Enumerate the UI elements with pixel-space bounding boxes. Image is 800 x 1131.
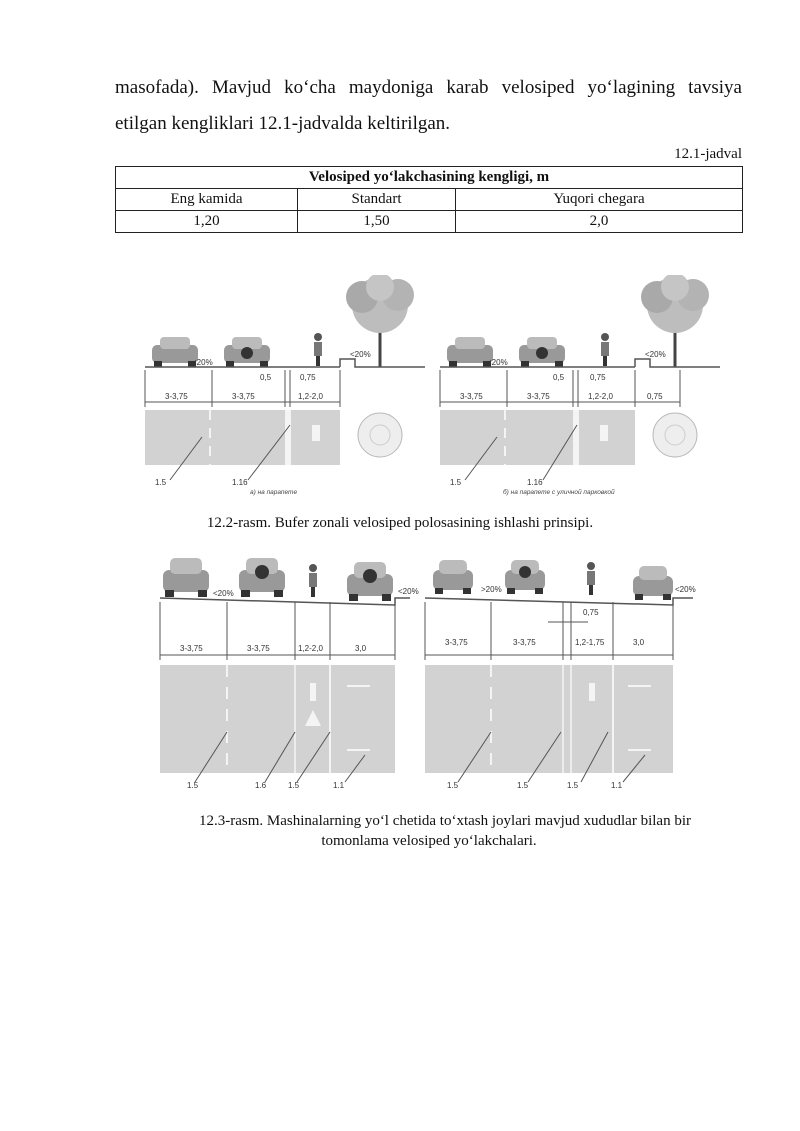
lane-width-label: 3-3,75 xyxy=(247,644,270,653)
cyclist-icon xyxy=(601,333,609,366)
slope-label: >20% xyxy=(481,585,502,594)
figure-12-3-diagram xyxy=(155,550,715,795)
buffer-width-label: 0,75 xyxy=(300,373,316,382)
slope-label: <20% xyxy=(192,358,213,367)
marking-label: 1.5 xyxy=(447,781,459,790)
marking-label: 1.1 xyxy=(611,781,623,790)
figure-12-2-left-panel xyxy=(145,275,425,496)
table-cell-min: 1,20 xyxy=(116,211,298,233)
cyclist-icon xyxy=(309,564,317,597)
lane-width-label: 3-3,75 xyxy=(165,392,188,401)
table-header-max: Yuqori chegara xyxy=(456,189,743,211)
figure-12-3-right-panel xyxy=(425,560,696,790)
figure-12-2-caption: 12.2-rasm. Bufer zonali velosiped polosasining ishlashi prinsipi. xyxy=(206,515,594,531)
car-icon xyxy=(163,558,209,597)
car-icon xyxy=(505,560,545,594)
width-table xyxy=(115,166,743,233)
lane-width-label: 3-3,75 xyxy=(460,392,483,401)
marking-label: 1.5 xyxy=(155,478,167,487)
cyclist-icon xyxy=(314,333,322,366)
marking-label: 1.6 xyxy=(255,781,267,790)
table-header-standard: Standart xyxy=(298,189,456,211)
subcaption-a: а) на парапете xyxy=(250,489,298,496)
slope-label: <20% xyxy=(213,589,234,598)
figure-12-3-caption-line-2: tomonlama velosiped yo‘lakchalari. xyxy=(321,833,537,849)
slope-label: <20% xyxy=(645,350,666,359)
tree-canopy-icon xyxy=(653,413,697,457)
road-plan-view xyxy=(425,665,673,773)
figure-12-3-caption-line-1: 12.3-rasm. Mashinalarning yo‘l chetida to‘xtash joylari mavjud xududlar bilan bir xyxy=(199,813,691,829)
marking-label: 1.1 xyxy=(333,781,345,790)
table-header-min: Eng kamida xyxy=(116,189,298,211)
figure-12-2-diagram xyxy=(140,275,720,500)
buffer-width-label: 0,5 xyxy=(260,373,272,382)
marking-label: 1.5 xyxy=(567,781,579,790)
figure-12-2-right-panel xyxy=(440,275,720,496)
table-cell-standard: 1,50 xyxy=(298,211,456,233)
bike-lane-width-label: 1,2-2,0 xyxy=(298,644,323,653)
table-title: Velosiped yo‘lakchasining kengligi, m xyxy=(116,167,743,189)
lane-width-label: 3-3,75 xyxy=(445,638,468,647)
lane-width-label: 3-3,75 xyxy=(180,644,203,653)
subcaption-b: б) на парапете с уличной парковкой xyxy=(503,489,615,496)
paragraph-line-1: masofada). Mavjud ko‘cha maydoniga karab velosiped yo‘lagining tavsiya xyxy=(115,77,742,98)
marking-label: 1.5 xyxy=(187,781,199,790)
cyclist-icon xyxy=(587,562,595,595)
lane-width-label: 3-3,75 xyxy=(232,392,255,401)
table-number-label: 12.1-jadval xyxy=(674,146,742,162)
table-cell-max: 2,0 xyxy=(456,211,743,233)
bike-lane-width-label: 1,2-2,0 xyxy=(298,392,323,401)
slope-label: <20% xyxy=(487,358,508,367)
parking-width-label: 3,0 xyxy=(633,638,645,647)
lane-width-label: 3-3,75 xyxy=(527,392,550,401)
marking-label: 1.5 xyxy=(450,478,462,487)
tree-canopy-icon xyxy=(358,413,402,457)
body-paragraph xyxy=(115,70,742,142)
buffer-width-label: 0,75 xyxy=(583,608,599,617)
bike-lane-width-label: 1,2-2,0 xyxy=(588,392,613,401)
road-plan-view xyxy=(145,410,340,465)
parking-width-label: 3,0 xyxy=(355,644,367,653)
bike-lane-width-label: 1,2-1,75 xyxy=(575,638,605,647)
car-icon xyxy=(433,560,473,594)
slope-label: <20% xyxy=(398,587,419,596)
car-icon xyxy=(519,337,565,367)
road-plan-view xyxy=(160,665,395,773)
buffer-width-label: 0,5 xyxy=(553,373,565,382)
car-icon xyxy=(239,558,285,597)
buffer-width-label: 0,75 xyxy=(590,373,606,382)
car-icon xyxy=(224,337,270,367)
paragraph-line-2: etilgan kengliklari 12.1-jadvalda keltirilgan. xyxy=(115,113,451,134)
marking-label: 1.16 xyxy=(232,478,248,487)
slope-label: <20% xyxy=(350,350,371,359)
car-icon xyxy=(633,566,673,600)
figure-12-3-left-panel xyxy=(160,558,419,790)
parking-width-label: 0,75 xyxy=(647,392,663,401)
car-icon xyxy=(347,562,393,601)
lane-width-label: 3-3,75 xyxy=(513,638,536,647)
marking-label: 1.16 xyxy=(527,478,543,487)
marking-label: 1.5 xyxy=(288,781,300,790)
slope-label: <20% xyxy=(675,585,696,594)
marking-label: 1.5 xyxy=(517,781,529,790)
